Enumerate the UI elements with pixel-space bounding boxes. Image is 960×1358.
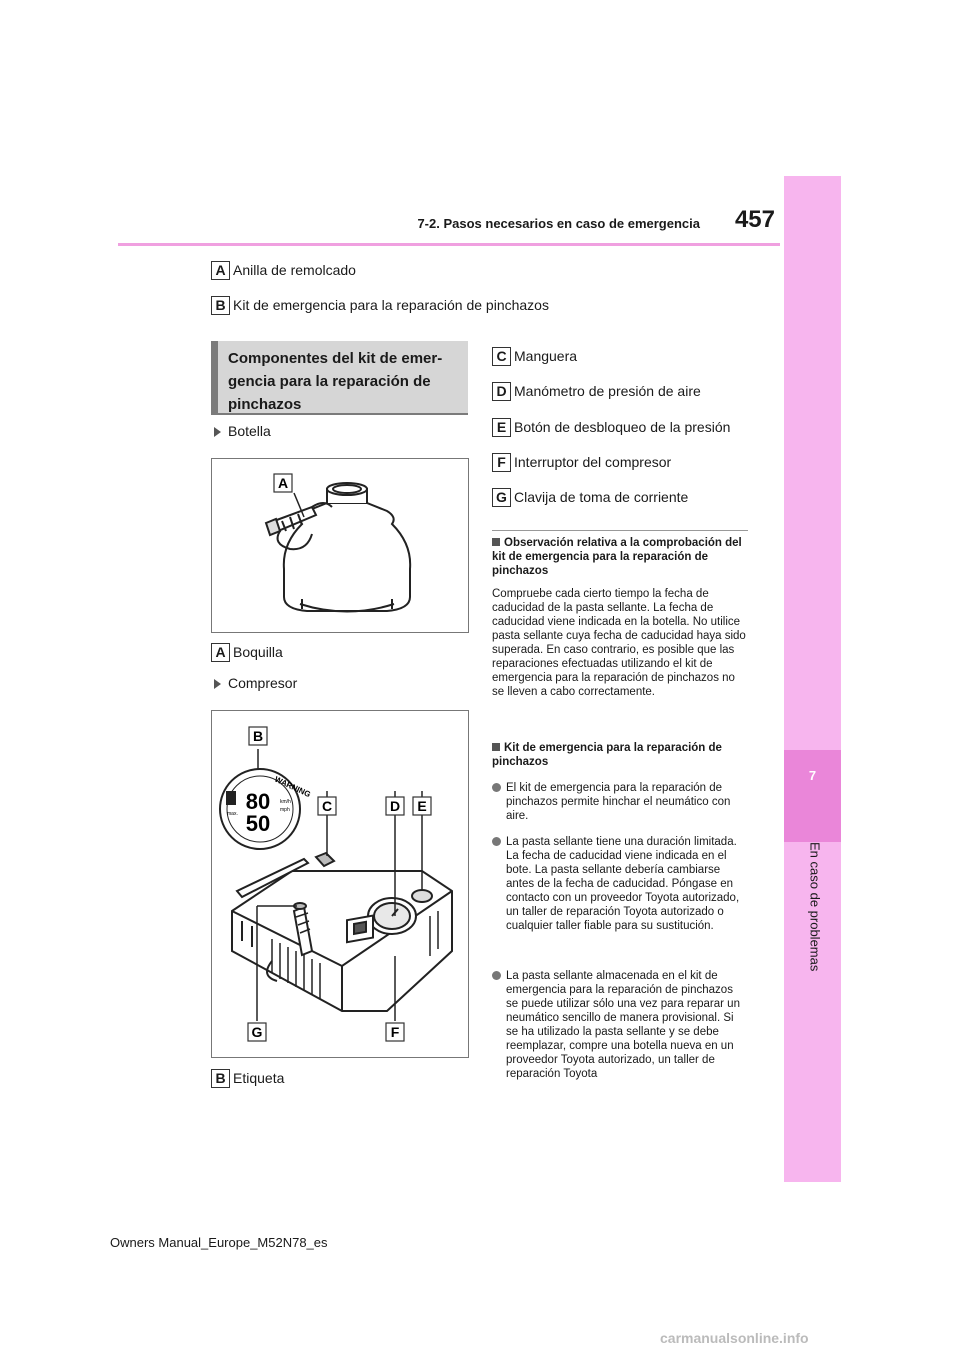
section-heading-line: gencia para la reparación de (228, 373, 431, 390)
callout-text: Boquilla (233, 644, 283, 660)
figure-callout-c: C (321, 798, 333, 814)
callout-text: Kit de emergencia para la reparación de pinchazos (233, 297, 549, 313)
note-body: Compruebe cada cierto tiempo la fecha de caducidad de la pasta sellante. La fecha de caducidad viene indicada en la botella. No utilice pasta sellante cuya fecha de caducidad haya sido superada. En caso contrario, es posible que las reparaciones efectuadas utilizando el kit de emergencia para la reparación de pinchazos no se lleven a cabo correctamente. (492, 588, 746, 698)
callout-label: D (492, 382, 511, 401)
square-bullet-icon (492, 538, 500, 546)
note-heading-text: Observación relativa a la comprobación del kit de emergencia para la reparación de pinchazos (492, 537, 742, 577)
callout-text: Manguera (514, 348, 578, 364)
list-item (492, 835, 748, 933)
note-heading (492, 741, 748, 769)
callout-label: F (492, 453, 511, 472)
section-heading-line: pinchazos (228, 396, 302, 413)
bullet-dot-icon (492, 783, 501, 792)
chapter-title-text: En caso de problemas (807, 842, 823, 972)
list-item (492, 969, 748, 1081)
bottle-title: Botella (228, 423, 271, 439)
figure-callout-b: B (252, 728, 264, 744)
warning-text: WARNING (273, 774, 313, 800)
figure-callout-g: G (251, 1024, 263, 1040)
bottle-illustration (212, 459, 468, 632)
list-item-text: La pasta sellante tiene una duración limitada. La fecha de caducidad viene indicada en el bote. La pasta sellante debería cambiarse antes de la fecha de caducidad. Póngase en contacto con un proveedor Toyota autorizado, un taller de reparación Toyota autorizado o cualquier taller fiable para su sustitución. (506, 836, 740, 932)
note-heading (492, 536, 748, 578)
max-text: max. (227, 811, 238, 817)
callout-text: Clavija de toma de corriente (514, 489, 689, 505)
compressor-title: Compresor (228, 675, 298, 691)
triangle-bullet-icon (214, 427, 221, 437)
bullet-dot-icon (492, 837, 501, 846)
callout-text: Anilla de remolcado (233, 262, 356, 278)
triangle-bullet-icon (214, 679, 221, 689)
chapter-number: 7 (808, 768, 817, 783)
section-title: 7-2. Pasos necesarios en caso de emergencia (417, 216, 700, 231)
list-item-text: El kit de emergencia para la reparación de pinchazos permite hinchar el neumático con aire. (506, 782, 731, 822)
bottle-figure (211, 458, 469, 633)
compressor-figure (211, 710, 469, 1058)
note-heading-text: Kit de emergencia para la reparación de pinchazos (492, 742, 722, 768)
compressor-illustration (212, 711, 468, 1057)
chapter-tab (784, 176, 841, 1182)
square-bullet-icon (492, 743, 500, 751)
chapter-title (784, 842, 841, 1002)
section-heading (211, 341, 468, 413)
figure-callout-f: F (390, 1024, 400, 1040)
unit-top: km/h (280, 799, 291, 805)
bullet-dot-icon (492, 971, 501, 980)
callout-label: G (492, 488, 511, 507)
footer-text: Owners Manual_Europe_M52N78_es (110, 1235, 328, 1250)
warning-sticker (220, 769, 312, 849)
watermark: carmanualsonline.info (660, 1330, 809, 1346)
list-item-text: La pasta sellante almacenada en el kit de emergencia para la reparación de pinchazos se puede utilizar sólo una vez para reparar un neumático sencillo de manera provisional. Si se ha utilizado la pasta sellante y se debe reemplazar, compre una botella nueva en un proveedor Toyota autorizado, un taller de reparación Toyota (506, 970, 740, 1080)
speed-bottom: 50 (245, 811, 271, 836)
section-heading-line: Componentes del kit de emer- (228, 350, 443, 367)
callout-label: B (211, 1069, 230, 1088)
page-number: 457 (734, 206, 775, 233)
list-item (492, 781, 748, 823)
callout-label: A (211, 643, 230, 662)
header-divider (118, 243, 780, 246)
callout-text: Botón de desbloqueo de la presión (514, 419, 731, 435)
callout-label: B (211, 296, 230, 315)
figure-callout-e: E (417, 798, 427, 814)
callout-label: E (492, 418, 511, 437)
section-rule (492, 530, 748, 531)
speed-top: 80 (245, 789, 271, 814)
callout-label: A (211, 261, 230, 280)
section-heading-underline (211, 413, 468, 415)
callout-text: Manómetro de presión de aire (514, 383, 701, 399)
callout-text: Etiqueta (233, 1070, 285, 1086)
callout-label: C (492, 347, 511, 366)
figure-callout-d: D (389, 798, 401, 814)
figure-callout-a: A (277, 475, 289, 491)
unit-bottom: mph (280, 807, 290, 813)
chapter-tab-highlight (784, 750, 841, 842)
callout-text: Interruptor del compresor (514, 454, 672, 470)
